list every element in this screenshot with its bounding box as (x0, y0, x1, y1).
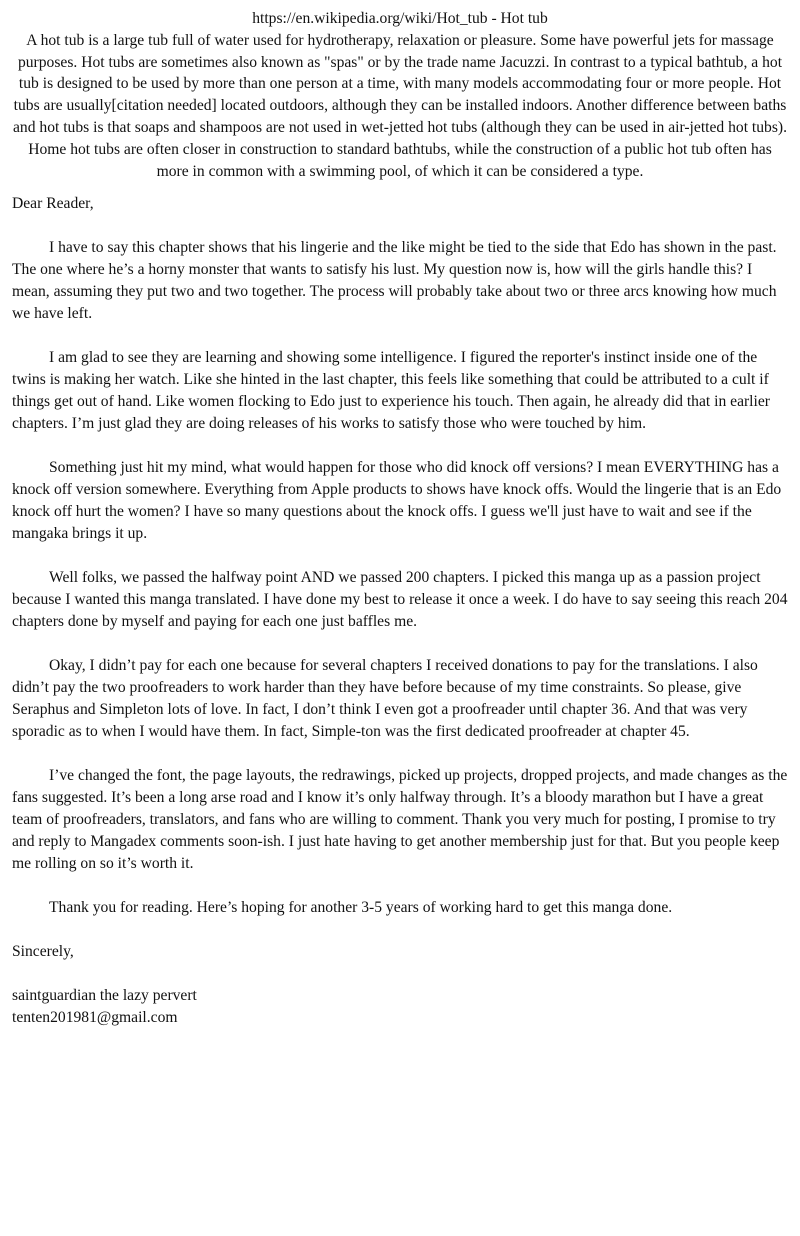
source-reference: https://en.wikipedia.org/wiki/Hot_tub - Hot tub (252, 10, 548, 27)
letter-paragraph-4: Well folks, we passed the halfway point AND we passed 200 chapters. I picked this manga up as a passion project because I wanted this manga translated. I have done my best to release it once a week. I do have to say seeing this reach 204 chapters done by myself and paying for each one just baffles me. (12, 569, 788, 631)
letter-paragraph-5: Okay, I didn’t pay for each one because for several chapters I received donations to pay for the translations. I also didn’t pay the two proofreaders to work harder than they have before because of my time constraints. So please, give Seraphus and Simpleton lots of love. In fact, I don’t think I even got a proofreader until chapter 36. And that was very sporadic as to when I would have them. In fact, Simple-ton was the first dedicated proofreader at chapter 45. (12, 657, 758, 741)
signature-name: saintguardian the lazy pervert (12, 987, 197, 1005)
letter-body (12, 193, 788, 1029)
letter-paragraph-3: Something just hit my mind, what would happen for those who did knock off versions? I mean EVERYTHING has a knock off version somewhere. Everything from Apple products to shows have knock offs. Would the lingerie that is an Edo knock off hurt the women? I have so many questions about the knock offs. I guess we'll just have to wait and see if the mangaka brings it up. (12, 459, 782, 543)
signature-email: tenten201981@gmail.com (12, 1009, 178, 1027)
signature-block (12, 985, 788, 1029)
letter-paragraph-1: I have to say this chapter shows that his lingerie and the like might be tied to the side that Edo has shown in the past. The one where he’s a horny monster that wants to satisfy his lust. My question now is, how will the girls handle this? I mean, assuming they put two and two together. The process will probably take about two or three arcs knowing how much we have left. (12, 239, 777, 323)
letter-paragraph-2: I am glad to see they are learning and showing some intelligence. I figured the reporter's instinct inside one of the twins is making her watch. Like she hinted in the last chapter, this feels like something that could be attributed to a cult if things get out of hand. Like women flocking to Edo just to experience his touch. Then again, he already did that in earlier chapters. I’m just glad they are doing releases of his works to satisfy those who were touched by him. (12, 349, 770, 433)
closing: Sincerely, (12, 943, 74, 961)
letter-paragraph-7: Thank you for reading. Here’s hoping for another 3-5 years of working hard to get this manga done. (49, 899, 673, 917)
wikipedia-excerpt (12, 8, 788, 182)
salutation: Dear Reader, (12, 195, 94, 213)
hot-tub-definition: A hot tub is a large tub full of water used for hydrotherapy, relaxation or pleasure. Some have powerful jets for massage purposes. Hot tubs are sometimes also known as "spas" or by the trade name Jacuzzi. In contrast to a typical bathtub, a hot tub is designed to be used by more than one person at a time, with many models accommodating four or more people. Hot tubs are usually[citation needed] located outdoors, although they can be installed indoors. Another difference between baths and hot tubs is that soaps and shampoos are not used in wet-jetted hot tubs (although they can be used in air-jetted hot tubs). Home hot tubs are often closer in construction to standard bathtubs, while the construction of a public hot tub often has more in common with a swimming pool, of which it can be considered a type. (12, 31, 788, 180)
letter-paragraph-6: I’ve changed the font, the page layouts, the redrawings, picked up projects, dropped projects, and made changes as the fans suggested. It’s been a long arse road and I know it’s only halfway through. It’s a bloody marathon but I have a great team of proofreaders, translators, and fans who are willing to comment. Thank you very much for posting, I promise to try and reply to Mangadex comments soon-ish. I just hate having to get another membership just for that. But you people keep me rolling on so it’s worth it. (12, 767, 788, 873)
